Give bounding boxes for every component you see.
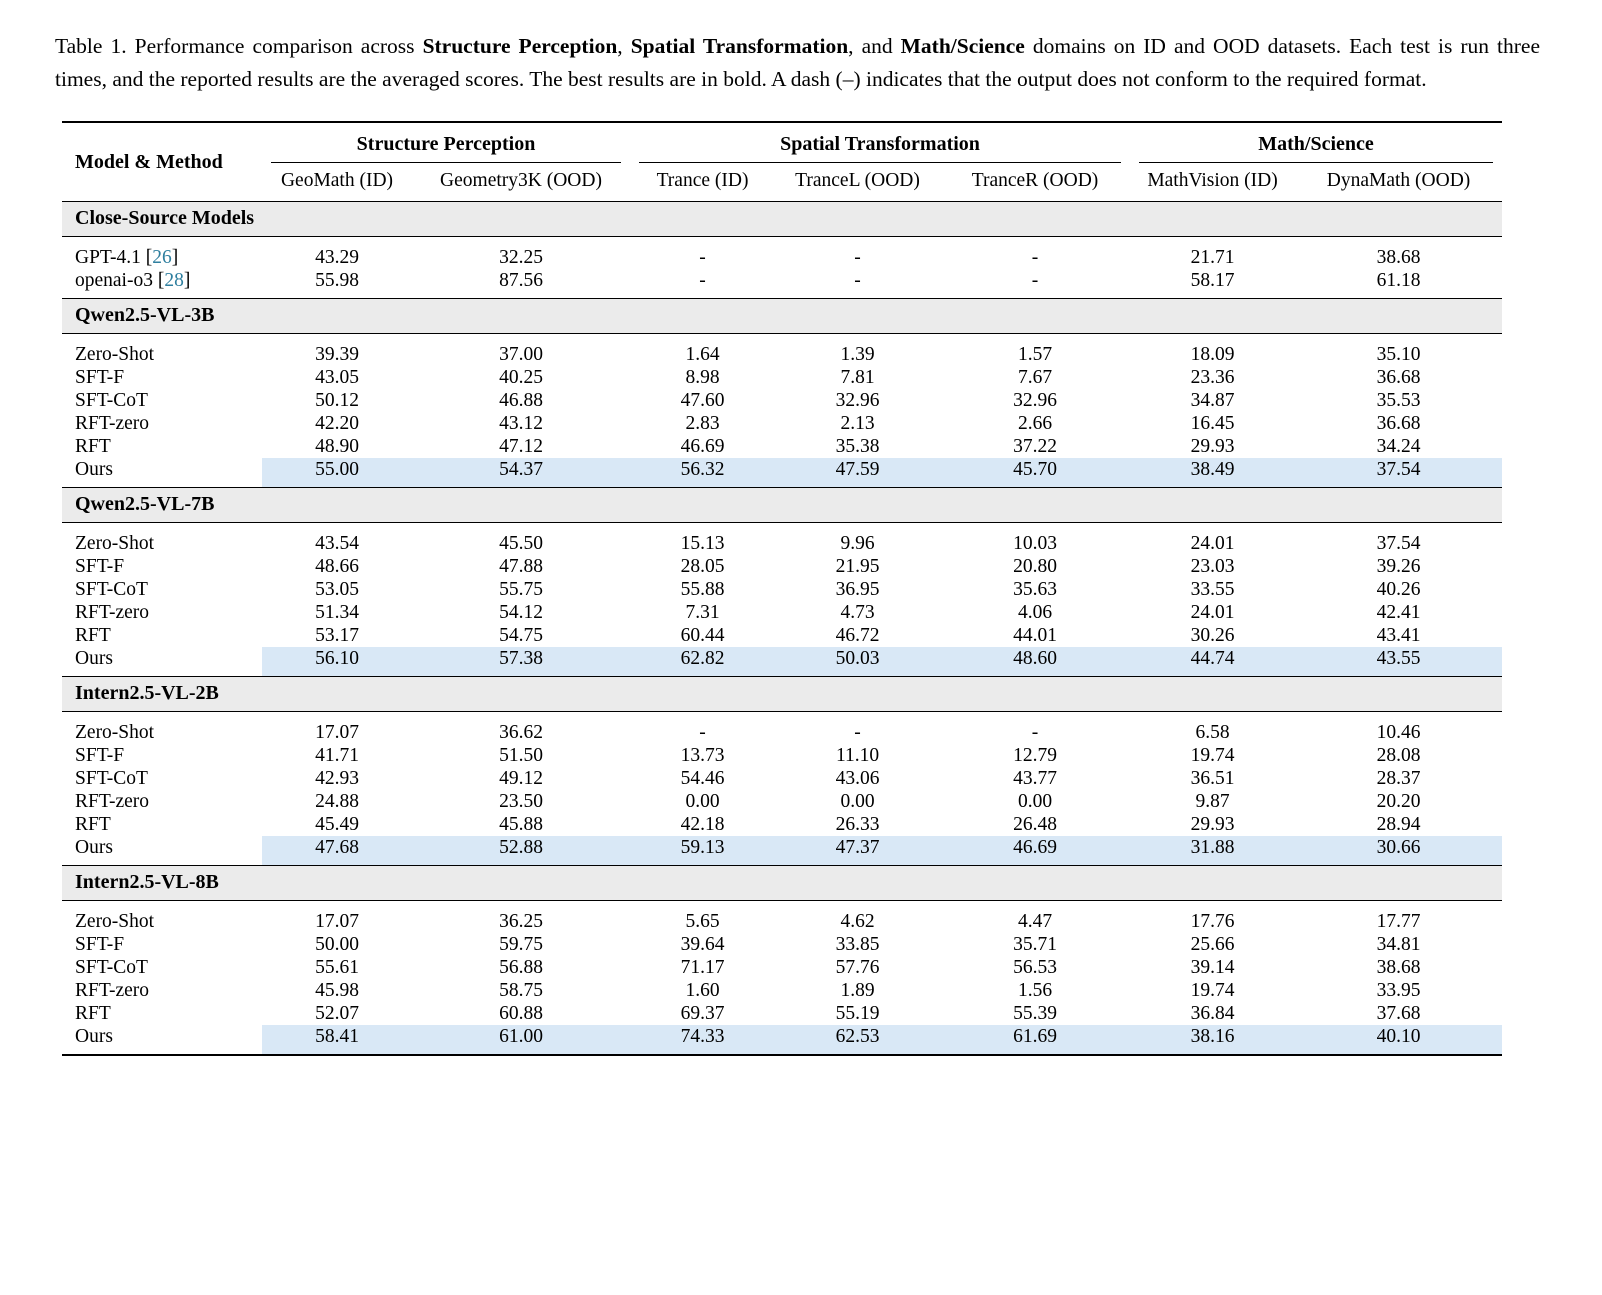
value-cell: 36.51 [1190,768,1235,790]
group-header-row [62,122,1502,163]
value-cell: 36.62 [499,722,543,744]
value-cell: 55.19 [835,1003,880,1025]
value-cell: 4.73 [840,602,875,624]
table-row [62,790,1502,813]
value-cell: 41.71 [315,745,359,767]
value-cell: 34.87 [1190,390,1235,412]
value-cell: 26.48 [1013,814,1057,836]
value-cell: 33.95 [1376,980,1421,1002]
value-cell: 46.88 [499,390,543,412]
value-cell: 39.14 [1190,957,1235,979]
method-label: Zero-Shot [75,344,155,366]
value-cell: 32.96 [835,390,880,412]
table-row [62,435,1502,458]
value-cell: 4.47 [1017,911,1053,933]
value-cell: 53.05 [315,579,359,601]
value-cell: 59.13 [630,836,775,866]
table-row [62,624,1502,647]
value-cell: 28.37 [1376,768,1421,790]
value-cell: 58.17 [1190,270,1235,292]
value-cell: 30.66 [1295,836,1502,866]
table-row [62,601,1502,624]
caption-emphasis-text: Math/Science [900,34,1025,58]
value-cell: 9.87 [1195,791,1230,813]
citation-link[interactable]: 28 [164,270,184,292]
value-cell: 55.98 [315,270,359,292]
value-cell: 47.12 [499,436,543,458]
value-cell: 61.18 [1376,270,1421,292]
value-cell: 43.41 [1376,625,1421,647]
method-label: GPT-4.1 [26] [75,247,179,269]
value-cell: 35.38 [835,436,880,458]
table-row [62,767,1502,790]
value-cell: 20.80 [1013,556,1057,578]
value-cell: 45.50 [499,533,543,555]
value-cell: 60.44 [680,625,725,647]
value-cell: 24.88 [315,791,359,813]
value-cell: 1.64 [685,344,720,366]
value-cell: 30.26 [1190,625,1235,647]
column-header-row [62,163,1502,202]
value-cell: 15.13 [680,533,725,555]
value-cell: 24.01 [1190,533,1235,555]
value-cell: 7.81 [840,367,875,389]
method-label: Ours [75,1026,113,1048]
value-cell: 26.33 [835,814,880,836]
value-cell: 52.07 [315,1003,359,1025]
value-cell: 47.37 [775,836,940,866]
column-header: Geometry3K (OOD) [412,163,630,202]
value-cell: 37.22 [1013,436,1057,458]
value-cell: 11.10 [835,745,880,767]
value-cell: 36.25 [499,911,543,933]
value-cell: 54.75 [499,625,543,647]
value-cell: - [854,247,861,269]
value-cell: - [1031,722,1039,744]
method-label: SFT-F [75,367,125,389]
method-label: Zero-Shot [75,722,155,744]
section-title: Intern2.5-VL-2B [62,677,1502,712]
value-cell: 43.55 [1295,647,1502,677]
column-header: GeoMath (ID) [262,163,412,202]
table-row [62,578,1502,601]
value-cell: 35.10 [1376,344,1421,366]
model-method-header: Model & Method [62,122,262,202]
table-row [62,1025,1502,1055]
table-row [62,1002,1502,1025]
value-cell: 54.12 [499,602,543,624]
value-cell: 43.12 [499,413,543,435]
value-cell: 56.32 [630,458,775,488]
value-cell: 19.74 [1190,745,1235,767]
method-label: RFT [75,1003,111,1025]
value-cell: 4.06 [1017,602,1053,624]
value-cell: 17.07 [315,911,359,933]
value-cell: 2.13 [840,413,875,435]
value-cell: 52.88 [412,836,630,866]
value-cell: 23.03 [1190,556,1235,578]
value-cell: 28.05 [680,556,725,578]
table-row [62,523,1502,556]
value-cell: 46.72 [835,625,880,647]
value-cell: 34.81 [1376,934,1421,956]
method-label: SFT-F [75,934,125,956]
caption-text: , [617,34,631,58]
section-header-row [62,677,1502,712]
method-label: RFT [75,625,111,647]
value-cell: 45.49 [315,814,359,836]
table-body [62,202,1502,1056]
value-cell: 69.37 [680,1003,725,1025]
value-cell: 45.88 [499,814,543,836]
value-cell: 40.26 [1376,579,1421,601]
column-header: DynaMath (OOD) [1295,163,1502,202]
value-cell: 46.69 [680,436,725,458]
value-cell: 13.73 [680,745,725,767]
value-cell: 4.62 [840,911,875,933]
value-cell: 62.82 [630,647,775,677]
table-row [62,389,1502,412]
value-cell: 8.98 [685,367,720,389]
column-header: MathVision (ID) [1130,163,1295,202]
method-label: Ours [75,459,113,481]
value-cell: 38.68 [1376,247,1421,269]
group-header-cell [1130,122,1502,163]
citation-link[interactable]: 26 [152,247,172,269]
value-cell: 16.45 [1190,413,1235,435]
method-label: SFT-CoT [75,957,148,979]
value-cell: 35.53 [1376,390,1421,412]
caption-text: , and [848,34,901,58]
column-header: TranceL (OOD) [775,163,940,202]
value-cell: 50.03 [775,647,940,677]
value-cell: 47.88 [499,556,543,578]
value-cell: - [854,722,861,744]
method-label: RFT-zero [75,980,150,1002]
value-cell: 32.25 [499,247,543,269]
value-cell: 59.75 [499,934,543,956]
value-cell: 55.88 [680,579,725,601]
method-label: RFT-zero [75,791,150,813]
section-header-row [62,866,1502,901]
value-cell: 48.60 [940,647,1130,677]
value-cell: 43.54 [315,533,359,555]
value-cell: 57.38 [412,647,630,677]
value-cell: 1.89 [840,980,875,1002]
value-cell: 33.55 [1190,579,1235,601]
value-cell: 37.54 [1295,458,1502,488]
value-cell: 62.53 [775,1025,940,1055]
value-cell: 39.26 [1376,556,1421,578]
section-header-row [62,299,1502,334]
method-label: SFT-F [75,745,125,767]
value-cell: 2.66 [1017,413,1053,435]
value-cell: 10.46 [1376,722,1421,744]
method-label: Zero-Shot [75,911,155,933]
value-cell: 51.34 [315,602,359,624]
value-cell: 24.01 [1190,602,1235,624]
value-cell: - [854,270,861,292]
value-cell: 1.39 [840,344,875,366]
value-cell: 45.70 [940,458,1130,488]
value-cell: 0.00 [1017,791,1053,813]
method-label: SFT-CoT [75,390,148,412]
value-cell: 48.66 [315,556,359,578]
value-cell: 38.49 [1130,458,1295,488]
value-cell: 10.03 [1013,533,1057,555]
value-cell: 7.31 [685,602,720,624]
value-cell: 1.57 [1017,344,1053,366]
group-header-label: Structure Perception [271,133,621,163]
value-cell: 60.88 [499,1003,543,1025]
table-row [62,366,1502,389]
table-row [62,269,1502,299]
value-cell: 35.71 [1013,934,1057,956]
method-label: RFT-zero [75,413,150,435]
value-cell: 32.96 [1013,390,1057,412]
value-cell: 36.95 [835,579,880,601]
value-cell: 38.16 [1130,1025,1295,1055]
value-cell: 45.98 [315,980,359,1002]
method-label: SFT-CoT [75,768,148,790]
table-row [62,979,1502,1002]
value-cell: 7.67 [1017,367,1053,389]
value-cell: 39.64 [680,934,725,956]
value-cell: 53.17 [315,625,359,647]
value-cell: 19.74 [1190,980,1235,1002]
value-cell: 54.37 [412,458,630,488]
value-cell: 34.24 [1376,436,1421,458]
results-table [62,121,1502,1056]
method-label: SFT-F [75,556,125,578]
value-cell: 46.69 [940,836,1130,866]
value-cell: 0.00 [685,791,720,813]
section-title: Intern2.5-VL-8B [62,866,1502,901]
caption-emphasis-text: Structure Perception [422,34,618,58]
table-row [62,334,1502,367]
method-label: openai-o3 [28] [75,270,191,292]
method-label: Ours [75,648,113,670]
table-row [62,744,1502,767]
value-cell: 47.68 [262,836,412,866]
value-cell: 47.59 [775,458,940,488]
value-cell: 38.68 [1376,957,1421,979]
method-label: RFT-zero [75,602,150,624]
value-cell: 35.63 [1013,579,1057,601]
value-cell: 9.96 [840,533,875,555]
value-cell: 71.17 [680,957,725,979]
table-row [62,836,1502,866]
value-cell: 42.41 [1376,602,1421,624]
group-header-label: Math/Science [1139,133,1493,163]
table-row [62,956,1502,979]
column-header: Trance (ID) [630,163,775,202]
value-cell: 61.69 [940,1025,1130,1055]
value-cell: 47.60 [680,390,725,412]
column-header: TranceR (OOD) [940,163,1130,202]
value-cell: 6.58 [1195,722,1230,744]
value-cell: 58.41 [262,1025,412,1055]
group-header-label: Spatial Transformation [639,133,1121,163]
value-cell: 61.00 [412,1025,630,1055]
method-label: Ours [75,837,113,859]
value-cell: 42.20 [315,413,359,435]
value-cell: 23.36 [1190,367,1235,389]
value-cell: 28.94 [1376,814,1421,836]
value-cell: 55.61 [315,957,359,979]
value-cell: 18.09 [1190,344,1235,366]
section-header-row [62,202,1502,237]
value-cell: 54.46 [680,768,725,790]
value-cell: 56.88 [499,957,543,979]
section-title: Qwen2.5-VL-7B [62,488,1502,523]
value-cell: 42.93 [315,768,359,790]
table-row [62,712,1502,745]
value-cell: 57.76 [835,957,880,979]
value-cell: 21.95 [835,556,880,578]
value-cell: 29.93 [1190,436,1235,458]
value-cell: 1.56 [1017,980,1053,1002]
table-row [62,412,1502,435]
value-cell: 2.83 [685,413,720,435]
value-cell: 29.93 [1190,814,1235,836]
value-cell: 17.76 [1190,911,1235,933]
table-row [62,555,1502,578]
value-cell: 5.65 [685,911,720,933]
value-cell: 37.68 [1376,1003,1421,1025]
value-cell: 51.50 [499,745,543,767]
value-cell: 50.00 [315,934,359,956]
value-cell: 21.71 [1190,247,1235,269]
value-cell: - [699,722,706,744]
caption-text: domains on ID and OOD datasets. Each test is run three times, and the reported results are the averaged scores. The best results are in bold. A dash (–) indicates that the output does not conform to the required format. [55,34,1541,91]
value-cell: 40.25 [499,367,543,389]
table-row [62,647,1502,677]
group-header-cell [262,122,630,163]
value-cell: 43.06 [835,768,880,790]
value-cell: 56.10 [262,647,412,677]
value-cell: 12.79 [1013,745,1057,767]
value-cell: - [1031,247,1039,269]
value-cell: 50.12 [315,390,359,412]
value-cell: 31.88 [1130,836,1295,866]
value-cell: 42.18 [680,814,725,836]
value-cell: 43.77 [1013,768,1057,790]
value-cell: 55.75 [499,579,543,601]
table-row [62,237,1502,270]
table-row [62,933,1502,956]
value-cell: 49.12 [499,768,543,790]
value-cell: 39.39 [315,344,359,366]
table-caption [55,30,1540,95]
value-cell: 37.00 [499,344,543,366]
value-cell: 74.33 [630,1025,775,1055]
table-row [62,813,1502,836]
value-cell: - [699,247,706,269]
value-cell: 44.01 [1013,625,1057,647]
value-cell: - [1031,270,1039,292]
value-cell: 43.29 [315,247,359,269]
value-cell: 48.90 [315,436,359,458]
section-title: Close-Source Models [62,202,1502,237]
value-cell: 55.00 [262,458,412,488]
table-row [62,901,1502,934]
method-label: RFT [75,814,111,836]
section-header-row [62,488,1502,523]
value-cell: 20.20 [1376,791,1421,813]
value-cell: 40.10 [1295,1025,1502,1055]
value-cell: 87.56 [499,270,543,292]
value-cell: 28.08 [1376,745,1421,767]
value-cell: 0.00 [840,791,875,813]
value-cell: 55.39 [1013,1003,1057,1025]
value-cell: 44.74 [1130,647,1295,677]
value-cell: 43.05 [315,367,359,389]
value-cell: 17.77 [1376,911,1421,933]
caption-emphasis-text: Spatial Transformation [630,34,849,58]
section-title: Qwen2.5-VL-3B [62,299,1502,334]
value-cell: 36.68 [1376,367,1421,389]
value-cell: 1.60 [685,980,720,1002]
value-cell: 23.50 [499,791,543,813]
value-cell: 17.07 [315,722,359,744]
group-header-cell [630,122,1130,163]
method-label: Zero-Shot [75,533,155,555]
method-label: RFT [75,436,111,458]
value-cell: 36.84 [1190,1003,1235,1025]
table-row [62,458,1502,488]
method-label: SFT-CoT [75,579,148,601]
value-cell: - [699,270,706,292]
value-cell: 58.75 [499,980,543,1002]
value-cell: 25.66 [1190,934,1235,956]
value-cell: 56.53 [1013,957,1057,979]
value-cell: 33.85 [835,934,880,956]
value-cell: 37.54 [1376,533,1421,555]
value-cell: 36.68 [1376,413,1421,435]
caption-text: Table 1. Performance comparison across [55,34,423,58]
